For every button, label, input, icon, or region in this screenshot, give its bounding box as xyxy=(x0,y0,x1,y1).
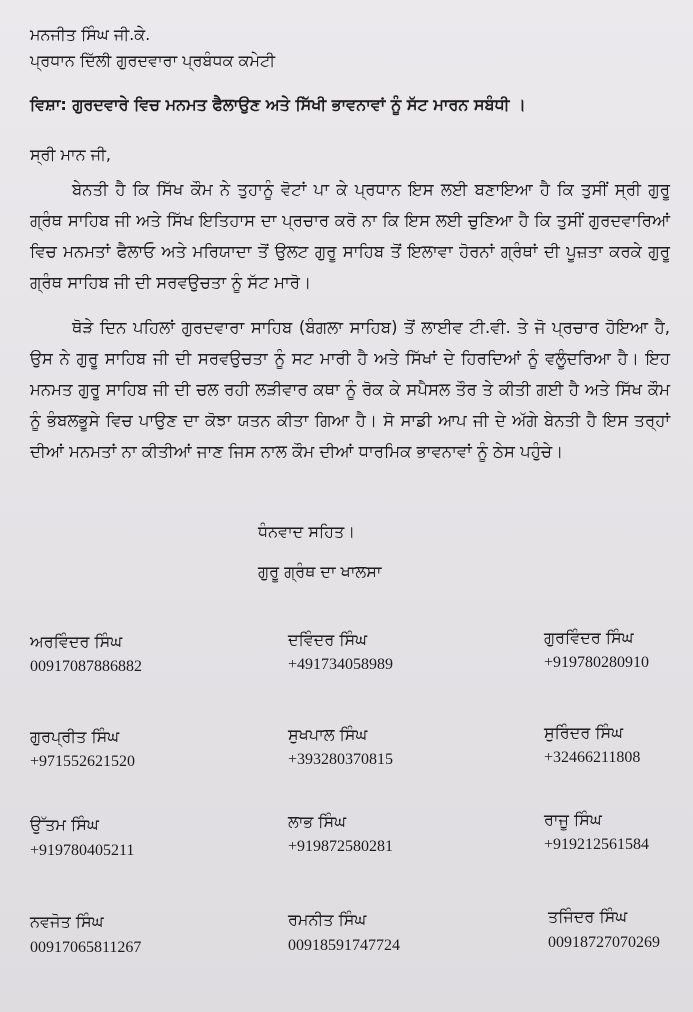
signatory-name: ਸੁਰਿੰਦਰ ਸਿੰਘ xyxy=(544,723,624,742)
signatory-name: ਗੁਰਪ੍ਰੀਤ ਸਿੰਘ xyxy=(30,727,120,746)
signatory-name: ਨਵਜੋਤ ਸਿੰਘ xyxy=(30,912,104,931)
signatory-phone: +491734058989 xyxy=(288,656,394,673)
signatory-phone: +32466211808 xyxy=(544,749,641,766)
signatory-name: ਅਰਵਿੰਦਰ ਸਿੰਘ xyxy=(30,632,123,651)
signatory-phone: 00918591747724 xyxy=(288,937,400,954)
signatory-name: ਗੁਰਵਿੰਦਰ ਸਿੰਘ xyxy=(544,628,634,647)
signatory-phone: +919780405211 xyxy=(30,842,135,859)
signatory-phone: 00917087886882 xyxy=(30,658,142,675)
closing-thanks: ਧੰਨਵਾਦ ਸਹਿਤ। xyxy=(258,522,356,541)
body-paragraph-2: ਥੋੜੇ ਦਿਨ ਪਹਿਲਾਂ ਗੁਰਦਵਾਰਾ ਸਾਹਿਬ (ਬੰਗਲਾ ਸਾਹਿਬ) ਤੋਂ ਲਾਈਵ ਟੀ.ਵੀ. ਤੇ ਜੋ ਪ੍ਰਚਾਰ ਹੋਇਆ ਹੈ, ਉਸ ਨੇ ਗੁਰੂ ਸਾਹਿਬ ਜੀ ਦੀ ਸਰਵਉਚਤਾ ਨੂੰ ਸਟ ਮਾਰੀ ਹੈ ਅਤੇ ਸਿੱਖਾਂ ਦੇ ਹਿਰਦਿਆਂ ਨੂੰ ਵਲੂੰਦਰਿਆ ਹੈ। ਇਹ ਮਨਮਤ ਗੁਰੂ ਸਾਹਿਬ ਜੀ ਦੀ ਚਲ ਰਹੀ ਲੜੀਵਾਰ ਕਥਾ ਨੂੰ ਰੋਕ ਕੇ ਸਪੈਸਲ ਤੌਰ ਤੇ ਕੀਤੀ ਗਈ ਹੈ ਅਤੇ ਸਿੱਖ ਕੌਮ ਨੂੰ ਭੰਬਲਭੂਸੇ ਵਿਚ ਪਾਉਣ ਦਾ ਕੋਝਾ ਯਤਨ ਕੀਤਾ ਗਿਆ ਹੈ। ਸੋ ਸਾਡੀ ਆਪ ਜੀ ਦੇ ਅੱਗੇ ਬੇਨਤੀ ਹੈ ਇਸ ਤਰ੍ਹਾਂ ਦੀਆਂ ਮਨਮਤਾਂ ਨਾ ਕੀਤੀਆਂ ਜਾਣ ਜਿਸ ਨਾਲ ਕੌਮ ਦੀਆਂ ਧਾਰਮਿਕ ਭਾਵਨਾਵਾਂ ਨੂੰ ਠੇਸ ਪਹੁੰਚੇ। xyxy=(30,318,670,461)
signatory-phone: +971552621520 xyxy=(30,753,136,770)
signatory-name: ਰਮਨੀਤ ਸਿੰਘ xyxy=(288,910,367,929)
signatory-name: ਰਾਜੂ ਸਿੰਘ xyxy=(544,810,602,829)
salutation: ਸ੍ਰੀ ਮਾਨ ਜੀ, xyxy=(30,145,112,164)
body-paragraph-1: ਬੇਨਤੀ ਹੈ ਕਿ ਸਿੱਖ ਕੌਮ ਨੇ ਤੁਹਾਨੂੰ ਵੋਟਾਂ ਪਾ ਕੇ ਪ੍ਰਧਾਨ ਇਸ ਲਈ ਬਣਾਇਆ ਹੈ ਕਿ ਤੁਸੀਂ ਸ੍ਰੀ ਗੁਰੂ ਗ੍ਰੰਥ ਸਾਹਿਬ ਜੀ ਅਤੇ ਸਿੱਖ ਇਤਿਹਾਸ ਦਾ ਪ੍ਰਚਾਰ ਕਰੋ ਨਾ ਕਿ ਇਸ ਲਈ ਚੁਣਿਆ ਹੈ ਕਿ ਤੁਸੀਂ ਗੁਰਦਵਾਰਿਆਂ ਵਿਚ ਮਨਮਤਾਂ ਫੈਲਾਓ ਅਤੇ ਮਰਿਯਾਦਾ ਤੋਂ ਉਲਟ ਗੁਰੂ ਸਾਹਿਬ ਤੋਂ ਇਲਾਵਾ ਹੋਰਨਾਂ ਗ੍ਰੰਥਾਂ ਦੀ ਪੂਜ਼ਤਾ ਕਰਕੇ ਗੁਰੂ ਗ੍ਰੰਥ ਸਾਹਿਬ ਜੀ ਦੀ ਸਰਵਉਚਤਾ ਨੂੰ ਸੱਟ ਮਾਰੋ। xyxy=(30,180,670,292)
signatory-phone: 00917065811267 xyxy=(30,939,142,956)
signatory-phone: +919780280910 xyxy=(544,654,650,671)
signatory-phone: 00918727070269 xyxy=(548,934,660,951)
signatory-name: ਸੁਖਪਾਲ ਸਿੰਘ xyxy=(288,725,368,744)
signatory-name: ਦਵਿੰਦਰ ਸਿੰਘ xyxy=(288,630,368,649)
closing-sender: ਗੁਰੂ ਗ੍ਰੰਥ ਦਾ ਖਾਲਸਾ xyxy=(258,562,382,581)
recipient-name: ਮਨਜੀਤ ਸਿੰਘ ਜੀ.ਕੇ. xyxy=(30,25,151,44)
recipient-title: ਪ੍ਰਧਾਨ ਦਿੱਲੀ ਗੁਰਦਵਾਰਾ ਪ੍ਰਬੰਧਕ ਕਮੇਟੀ xyxy=(30,51,276,70)
signatory-name: ਤਜਿੰਦਰ ਸਿੰਘ xyxy=(548,907,628,926)
signatory-phone: +919872580281 xyxy=(288,838,394,855)
signatory-name: ਲਾਭ ਸਿੰਘ xyxy=(288,812,346,831)
signatory-phone: +393280370815 xyxy=(288,751,394,768)
signatory-phone: +919212561584 xyxy=(544,836,650,853)
signatory-name: ਉੱਤਮ ਸਿੰਘ xyxy=(30,815,99,834)
letter-subject: ਵਿਸ਼ਾ: ਗੁਰਦਵਾਰੇ ਵਿਚ ਮਨਮਤ ਫੈਲਾਉਣ ਅਤੇ ਸਿੱਖੀ ਭਾਵਨਾਵਾਂ ਨੂੰ ਸੱਟ ਮਾਰਨ ਸਬੰਧੀ । xyxy=(30,95,526,114)
